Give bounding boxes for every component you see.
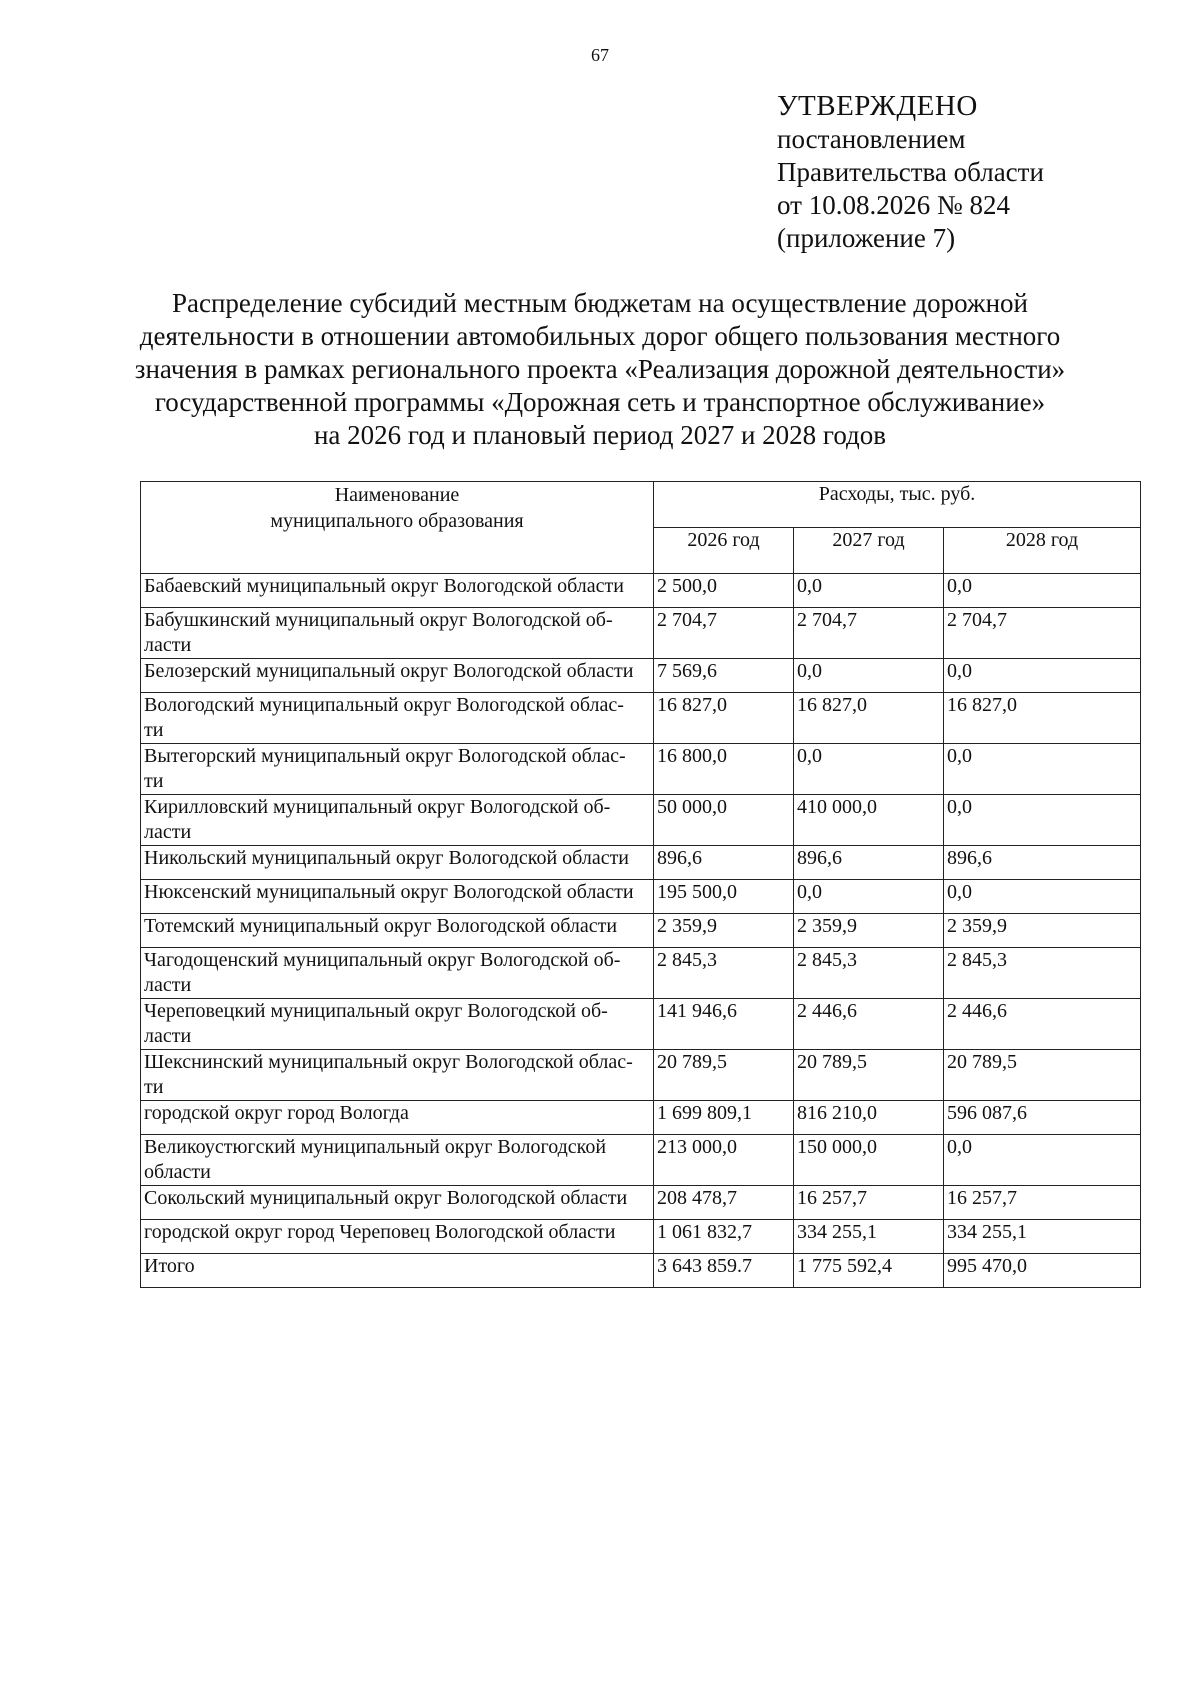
- amount-2028-cell: 2 845,3: [944, 948, 1141, 999]
- table-row: [141, 914, 1141, 948]
- municipality-name-cell: [141, 1186, 654, 1220]
- approval-line-resolution: постановлением: [777, 124, 966, 154]
- municipality-name-line: Сокольский муниципальный округ Вологодской области: [144, 1187, 628, 1209]
- municipality-name-cell: [141, 1220, 654, 1254]
- amount-2027-cell: 20 789,5: [794, 1050, 944, 1101]
- approval-line-appendix: (приложение 7): [777, 223, 956, 253]
- amount-2027-cell: 2 359,9: [794, 914, 944, 948]
- header-name-line: муниципального образования: [270, 510, 524, 532]
- table-row: [141, 1101, 1141, 1135]
- approval-title: УТВЕРЖДЕНО: [777, 90, 978, 122]
- title-line: деятельности в отношении автомобильных дорог общего пользования местного: [139, 321, 1061, 351]
- amount-2027-cell: 0,0: [794, 659, 944, 693]
- municipality-name-line: ти: [144, 719, 164, 741]
- amount-2028-cell: 2 359,9: [944, 914, 1141, 948]
- column-header-2026: 2026 год: [654, 528, 794, 574]
- table-row: [141, 1135, 1141, 1186]
- municipality-name-line: Великоустюгский муниципальный округ Вологодской: [144, 1136, 607, 1158]
- table-row: [141, 1050, 1141, 1101]
- total-2027-cell: 1 775 592,4: [794, 1254, 944, 1288]
- title-line: Распределение субсидий местным бюджетам на осуществление дорожной: [172, 288, 1028, 318]
- amount-2026-cell: 2 704,7: [654, 608, 794, 659]
- table-row: [141, 880, 1141, 914]
- amount-2026-cell: 1 061 832,7: [654, 1220, 794, 1254]
- municipality-name-cell: [141, 846, 654, 880]
- title-line: государственной программы «Дорожная сеть и транспортное обслуживание»: [154, 387, 1046, 417]
- table-row: [141, 1220, 1141, 1254]
- title-line: на 2026 год и плановый период 2027 и 2028 годов: [313, 420, 887, 450]
- table-row: [141, 574, 1141, 608]
- total-row: [141, 1254, 1141, 1288]
- municipality-name-cell: [141, 608, 654, 659]
- amount-2026-cell: 16 800,0: [654, 744, 794, 795]
- municipality-name-line: городской округ город Череповец Вологодской области: [144, 1221, 616, 1243]
- table-row: [141, 744, 1141, 795]
- amount-2026-cell: 7 569,6: [654, 659, 794, 693]
- total-2026-cell: 3 643 859.7: [654, 1254, 794, 1288]
- municipality-name-line: Шекснинский муниципальный округ Вологодской облас-: [144, 1051, 633, 1073]
- municipality-name-line: Кирилловский муниципальный округ Вологодской об-: [144, 796, 611, 818]
- header-name-line: Наименование: [334, 484, 460, 506]
- municipality-name-line: Бабушкинский муниципальный округ Вологодской об-: [144, 609, 613, 631]
- amount-2026-cell: 896,6: [654, 846, 794, 880]
- amount-2027-cell: 150 000,0: [794, 1135, 944, 1186]
- table-row: [141, 795, 1141, 846]
- municipality-name-line: Нюксенский муниципальный округ Вологодской области: [144, 881, 634, 903]
- amount-2028-cell: 334 255,1: [944, 1220, 1141, 1254]
- amount-2028-cell: 0,0: [944, 659, 1141, 693]
- amount-2028-cell: 20 789,5: [944, 1050, 1141, 1101]
- municipality-name-line: Череповецкий муниципальный округ Вологодской об-: [144, 1000, 608, 1022]
- approval-stamp: [777, 90, 1044, 255]
- municipality-name-line: ласти: [144, 1025, 192, 1047]
- amount-2027-cell: 2 845,3: [794, 948, 944, 999]
- column-header-expenses: Расходы, тыс. руб.: [654, 482, 1141, 528]
- amount-2027-cell: 816 210,0: [794, 1101, 944, 1135]
- table-row: [141, 1186, 1141, 1220]
- municipality-name-line: области: [144, 1161, 211, 1183]
- amount-2027-cell: 896,6: [794, 846, 944, 880]
- amount-2026-cell: 195 500,0: [654, 880, 794, 914]
- municipality-name-line: Вологодский муниципальный округ Вологодской облас-: [144, 694, 624, 716]
- table-row: [141, 846, 1141, 880]
- amount-2027-cell: 0,0: [794, 744, 944, 795]
- amount-2027-cell: 16 257,7: [794, 1186, 944, 1220]
- amount-2027-cell: 334 255,1: [794, 1220, 944, 1254]
- municipality-name-line: ласти: [144, 634, 192, 656]
- municipality-name-line: городской округ город Вологда: [144, 1102, 409, 1124]
- approval-line-date-number: от 10.08.2026 № 824: [777, 190, 1010, 220]
- municipality-name-cell: [141, 659, 654, 693]
- municipality-name-line: ти: [144, 770, 164, 792]
- amount-2028-cell: 0,0: [944, 795, 1141, 846]
- municipality-name-line: ласти: [144, 974, 192, 996]
- municipality-name-line: Бабаевский муниципальный округ Вологодской области: [144, 575, 624, 597]
- municipality-name-cell: [141, 1050, 654, 1101]
- total-2028-cell: 995 470,0: [944, 1254, 1141, 1288]
- amount-2028-cell: 16 257,7: [944, 1186, 1141, 1220]
- table-body: [141, 574, 1141, 1288]
- table-row: [141, 999, 1141, 1050]
- municipality-name-cell: [141, 574, 654, 608]
- municipality-name-line: ласти: [144, 821, 192, 843]
- municipality-name-cell: [141, 744, 654, 795]
- column-header-2027: 2027 год: [794, 528, 944, 574]
- amount-2026-cell: 1 699 809,1: [654, 1101, 794, 1135]
- municipality-name-line: Вытегорский муниципальный округ Вологодской облас-: [144, 745, 626, 767]
- amount-2028-cell: 0,0: [944, 1135, 1141, 1186]
- amount-2026-cell: 2 500,0: [654, 574, 794, 608]
- amount-2028-cell: 0,0: [944, 880, 1141, 914]
- title-line: значения в рамках регионального проекта «Реализация дорожной деятельности»: [134, 354, 1066, 384]
- municipality-name-cell: [141, 1101, 654, 1135]
- page-number: 67: [591, 45, 609, 65]
- table-header: [141, 482, 1141, 574]
- subsidies-table: [140, 481, 1141, 1288]
- municipality-name-cell: [141, 914, 654, 948]
- amount-2028-cell: 596 087,6: [944, 1101, 1141, 1135]
- amount-2026-cell: 141 946,6: [654, 999, 794, 1050]
- municipality-name-cell: [141, 1135, 654, 1186]
- amount-2027-cell: 16 827,0: [794, 693, 944, 744]
- amount-2026-cell: 20 789,5: [654, 1050, 794, 1101]
- amount-2026-cell: 2 359,9: [654, 914, 794, 948]
- amount-2028-cell: 0,0: [944, 574, 1141, 608]
- municipality-name-line: ти: [144, 1076, 164, 1098]
- amount-2026-cell: 213 000,0: [654, 1135, 794, 1186]
- amount-2028-cell: 896,6: [944, 846, 1141, 880]
- municipality-name-cell: [141, 948, 654, 999]
- municipality-name-cell: [141, 880, 654, 914]
- table-row: [141, 693, 1141, 744]
- column-header-municipality: [141, 482, 654, 574]
- amount-2027-cell: 0,0: [794, 880, 944, 914]
- amount-2028-cell: 16 827,0: [944, 693, 1141, 744]
- amount-2028-cell: 0,0: [944, 744, 1141, 795]
- amount-2027-cell: 2 704,7: [794, 608, 944, 659]
- approval-line-government: Правительства области: [777, 157, 1044, 187]
- amount-2026-cell: 2 845,3: [654, 948, 794, 999]
- municipality-name-line: Чагодощенский муниципальный округ Вологодской об-: [144, 949, 621, 971]
- municipality-name-line: Белозерский муниципальный округ Вологодской области: [144, 660, 634, 682]
- amount-2026-cell: 16 827,0: [654, 693, 794, 744]
- amount-2026-cell: 50 000,0: [654, 795, 794, 846]
- amount-2028-cell: 2 704,7: [944, 608, 1141, 659]
- municipality-name-line: Никольский муниципальный округ Вологодской области: [144, 847, 630, 869]
- amount-2027-cell: 0,0: [794, 574, 944, 608]
- amount-2027-cell: 410 000,0: [794, 795, 944, 846]
- document-title: [100, 287, 1100, 452]
- municipality-name-line: Тотемский муниципальный округ Вологодской области: [144, 915, 618, 937]
- municipality-name-cell: [141, 999, 654, 1050]
- amount-2027-cell: 2 446,6: [794, 999, 944, 1050]
- municipality-name-cell: [141, 693, 654, 744]
- amount-2026-cell: 208 478,7: [654, 1186, 794, 1220]
- municipality-name-cell: [141, 795, 654, 846]
- table-row: [141, 608, 1141, 659]
- table-row: [141, 948, 1141, 999]
- total-label-cell: Итого: [141, 1254, 654, 1288]
- table-row: [141, 659, 1141, 693]
- column-header-2028: 2028 год: [944, 528, 1141, 574]
- amount-2028-cell: 2 446,6: [944, 999, 1141, 1050]
